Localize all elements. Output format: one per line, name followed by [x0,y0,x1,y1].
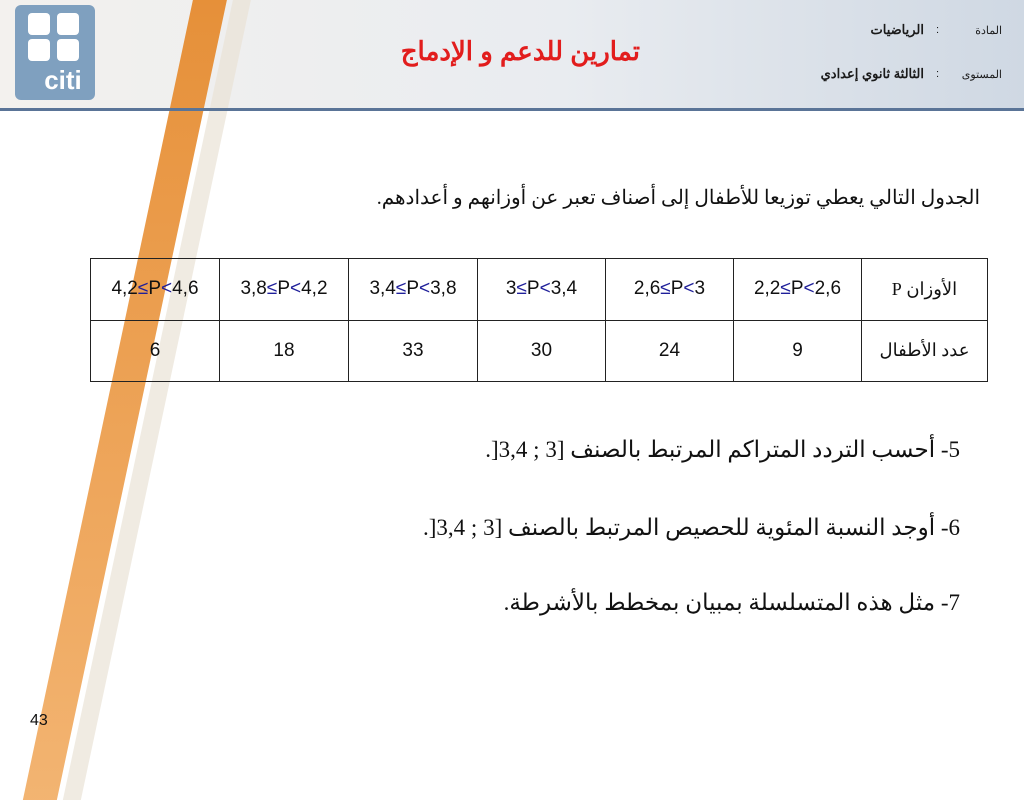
logo-square-icon [57,39,79,61]
page-title: تمارين للدعم و الإدماج [400,36,640,66]
question-7: 7- مثل هذه المتسلسلة بمبيان بمخطط بالأشرطة. [503,590,960,615]
decor-stripe-orange [23,0,231,800]
table-cell-class: 2,2≤P<2,6 [734,259,862,321]
distribution-table [90,258,988,382]
table-cell-class: 2,6≤P<3 [606,259,734,321]
subject-value: الرياضيات [870,22,924,37]
question-5: 5- أحسب التردد المتراكم المرتبط بالصنف [3 ; 3,4[. [485,437,960,462]
subject-separator: : [936,24,940,36]
table-header-count: عدد الأطفال [862,320,988,382]
decor-stripe-light [63,0,255,800]
logo-text: citi [44,65,82,95]
table-cell-class: 3,8≤P<4,2 [220,259,349,321]
table-row-weights [91,259,988,321]
table-cell-class: 3≤P<3,4 [478,259,606,321]
subject-label: المادة [975,25,1002,37]
page-number: 43 [30,712,48,729]
table-cell-count: 18 [220,320,349,382]
table-cell-class: 3,4≤P<3,8 [349,259,478,321]
table-row-counts [91,320,988,382]
table-header-weights: الأوزان P [862,259,988,321]
citi-logo [15,5,95,100]
table-cell-count: 30 [478,320,606,382]
logo-square-icon [57,13,79,35]
header-divider [0,108,1024,111]
table-cell-count: 9 [734,320,862,382]
table-cell-count: 33 [349,320,478,382]
intro-text: الجدول التالي يعطي توزيعا للأطفال إلى أصناف تعبر عن أوزانهم و أعدادهم. [376,187,980,209]
question-6: 6- أوجد النسبة المئوية للحصيص المرتبط بالصنف [3 ; 3,4[. [423,515,960,540]
table-cell-class: 4,2≤P<4,6 [91,259,220,321]
table-cell-count: 24 [606,320,734,382]
table-cell-count: 6 [91,320,220,382]
level-separator: : [936,68,940,80]
logo-square-icon [28,13,50,35]
level-label: المستوى [961,69,1002,81]
logo-square-icon [28,39,50,61]
level-value: الثالثة ثانوي إعدادي [820,66,924,81]
